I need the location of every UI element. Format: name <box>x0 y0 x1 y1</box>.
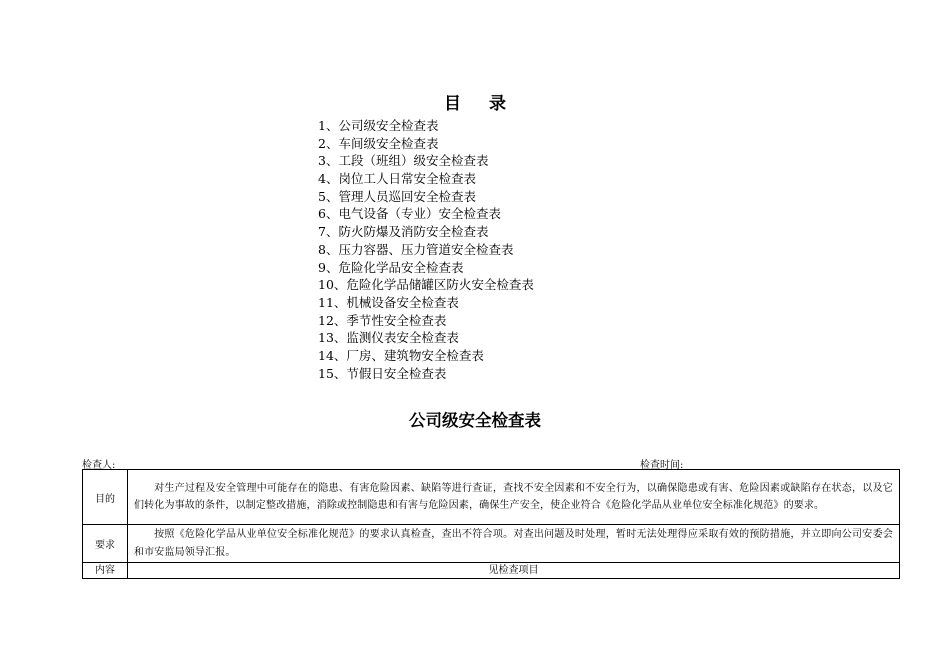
content-label: 内容 <box>83 563 128 579</box>
toc-item: 12、季节性安全检查表 <box>318 312 447 328</box>
table-row-content <box>83 563 900 579</box>
table-row-purpose <box>83 470 900 525</box>
toc-item: 1、公司级安全检查表 <box>318 118 439 133</box>
check-table <box>82 469 900 579</box>
toc-item: 4、岗位工人日常安全检查表 <box>318 171 476 187</box>
toc-item: 13、监测仪表安全检查表 <box>318 330 459 346</box>
content-text: 见检查项目 <box>128 563 900 579</box>
toc-item: 15、节假日安全检查表 <box>318 365 447 381</box>
toc-item: 6、电气设备（专业）安全检查表 <box>318 206 501 222</box>
toc-item: 7、防火防爆及消防安全检查表 <box>318 224 489 240</box>
toc-title-part2: 录 <box>489 94 506 114</box>
toc-item: 9、危险化学品安全检查表 <box>318 259 464 275</box>
toc-item: 2、车间级安全检查表 <box>318 135 439 151</box>
requirement-label: 要求 <box>83 525 128 563</box>
toc-title <box>0 89 950 114</box>
toc-item: 8、压力容器、压力管道安全检查表 <box>318 241 514 257</box>
purpose-label: 目的 <box>83 470 128 525</box>
toc-list <box>318 117 534 382</box>
requirement-cell <box>128 525 900 563</box>
inspection-time-label: 检查时间: <box>640 460 684 471</box>
inspector-label: 检查人: <box>82 460 116 471</box>
table-row-requirement <box>83 525 900 563</box>
toc-item: 14、厂房、建筑物安全检查表 <box>318 347 484 363</box>
purpose-cell <box>128 470 900 525</box>
toc-item: 11、机械设备安全检查表 <box>318 294 459 310</box>
toc-title-part1: 目 <box>444 94 461 114</box>
toc-item: 5、管理人员巡回安全检查表 <box>318 188 476 204</box>
sheet-title: 公司级安全检查表 <box>409 411 541 430</box>
requirement-text: 按照《危险化学品从业单位安全标准化规范》的要求认真检查，查出不符合项。对查出问题及时处理，暂时无法处理得应采取有效的预防措施，并立即向公司安委会和市安监局领导汇报。 <box>134 529 893 558</box>
toc-item: 10、危险化学品储罐区防火安全检查表 <box>318 277 534 293</box>
toc-item: 3、工段（班组）级安全检查表 <box>318 153 489 169</box>
purpose-text: 对生产过程及安全管理中可能存在的隐患、有害危险因素、缺陷等进行查证，查找不安全因素和不安全行为，以确保隐患或有害、危险因素或缺陷存在状态，以及它们转化为事故的条件，以制定整改措施，消除或控制隐患和有害与危险因素，确保生产安全，使企业符合《危险化学品从业单位安全标准化规范》的要求。 <box>134 482 893 511</box>
